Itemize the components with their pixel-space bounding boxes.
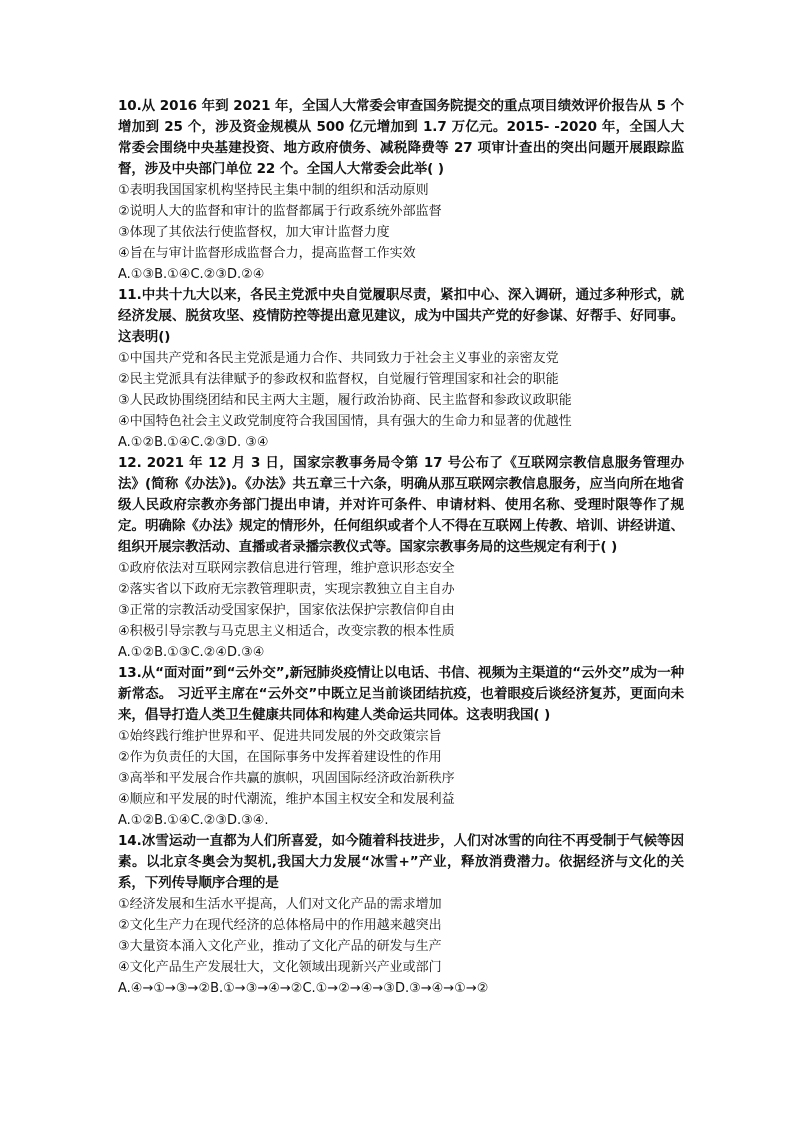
option-1: ①表明我国国家机构坚持民主集中制的组织和活动原则 <box>118 183 429 198</box>
option-2: ②说明人大的监督和审计的监督都属于行政系统外部监督 <box>118 204 442 219</box>
exam-page <box>118 96 684 999</box>
option-3: ③高举和平发展合作共赢的旗帜，巩固国际经济政治新秩序 <box>118 771 455 786</box>
option-3: ③正常的宗教活动受国家保护，国家依法保护宗教信仰自由 <box>118 603 455 618</box>
option-4: ④文化产品生产发展壮大，文化领域出现新兴产业或部门 <box>118 960 442 975</box>
question-stem: 11.中共十九大以来，各民主党派中央自觉履职尽责，紧扣中心、深入调研，通过多种形式，就经济发展、脱贫攻坚、疫情防控等提出意见建议，成为中国共产党的好参谋、好帮手、好同事。这表明() <box>118 287 684 345</box>
option-3: ③大量资本涌入文化产业，推动了文化产品的研发与生产 <box>118 939 442 954</box>
answer-choices: A.①③B.①④C.②③D.②④ <box>118 267 265 282</box>
option-2: ②作为负责任的大国，在国际事务中发挥着建设性的作用 <box>118 750 442 765</box>
question-stem: 13.从“面对面”到“云外交”,新冠肺炎疫情让以电话、书信、视频为主渠道的“云外交”成为一种新常态。 习近平主席在“云外交”中既立足当前谈团结抗疫，也着眼疫后谈经济复苏，更面向未来，倡导打造人类卫生健康共同体和构建人类命运共同体。这表明我国( ) <box>118 665 684 723</box>
option-2: ②文化生产力在现代经济的总体格局中的作用越来越突出 <box>118 918 442 933</box>
option-1: ①始终践行维护世界和平、促进共同发展的外交政策宗旨 <box>118 729 442 744</box>
option-4: ④顺应和平发展的时代潮流，维护本国主权安全和发展利益 <box>118 792 455 807</box>
question-stem: 10.从 2016 年到 2021 年，全国人大常委会审查国务院提交的重点项目绩效评价报告从 5 个增加到 25 个，涉及资金规模从 500 亿元增加到 1.7 万亿元。2015- -2020 年，全国人大常委会围绕中央基建投资、地方政府债务、减税降费等 27 项审计查出的突出问题开展跟踪监督，涉及中央部门单位 22 个。全国人大常委会此举( ) <box>118 98 684 177</box>
option-1: ①中国共产党和各民主党派是通力合作、共同致力于社会主义事业的亲密友党 <box>118 351 559 366</box>
question-11 <box>118 285 684 453</box>
answer-choices: A.④→①→③→②B.①→③→④→②C.①→②→④→③D.③→④→①→② <box>118 981 489 996</box>
option-1: ①经济发展和生活水平提高，人们对文化产品的需求增加 <box>118 897 442 912</box>
option-4: ④中国特色社会主义政党制度符合我国国情，具有强大的生命力和显著的优越性 <box>118 414 572 429</box>
answer-choices: A.①②B.①③C.②④D.③④ <box>118 645 265 660</box>
option-4: ④旨在与审计监督形成监督合力，提高监督工作实效 <box>118 246 416 261</box>
answer-choices: A.①②B.①④C.②③D. ③④ <box>118 435 269 450</box>
question-12 <box>118 453 684 663</box>
answer-choices: A.①②B.①④C.②③D.③④. <box>118 813 269 828</box>
question-10 <box>118 96 684 285</box>
option-1: ①政府依法对互联网宗教信息进行管理，维护意识形态安全 <box>118 561 455 576</box>
option-3: ③体现了其依法行使监督权，加大审计监督力度 <box>118 225 390 240</box>
option-4: ④积极引导宗教与马克思主义相适合，改变宗教的根本性质 <box>118 624 455 639</box>
question-stem: 14.冰雪运动一直都为人们所喜爱，如今随着科技进步，人们对冰雪的向往不再受制于气候等因素。以北京冬奥会为契机,我国大力发展“冰雪+”产业，释放消费潜力。依据经济与文化的关系，下列传导顺序合理的是 <box>118 833 684 891</box>
option-2: ②落实省以下政府无宗教管理职责，实现宗教独立自主自办 <box>118 582 455 597</box>
question-14 <box>118 831 684 999</box>
option-2: ②民主党派具有法律赋予的参政权和监督权，自觉履行管理国家和社会的职能 <box>118 372 559 387</box>
question-stem: 12. 2021 年 12 月 3 日，国家宗教事务局令第 17 号公布了《互联网宗教信息服务管理办法》(简称《办法》)。《办法》共五章三十六条，明确从那互联网宗教信息服务，应当向所在地省级人民政府宗教亦务部门提出申请，并对许可条件、申请材料、使用名称、受理时限等作了规定。明确除《办法》规定的情形外，任何组织或者个人不得在互联网上传教、培训、讲经讲道、组织开展宗教活动、直播或者录播宗教仪式等。国家宗教事务局的这些规定有利于( ) <box>118 455 684 555</box>
option-3: ③人民政协围绕团结和民主两大主题，履行政治协商、民主监督和参政议政职能 <box>118 393 572 408</box>
question-13 <box>118 663 684 831</box>
